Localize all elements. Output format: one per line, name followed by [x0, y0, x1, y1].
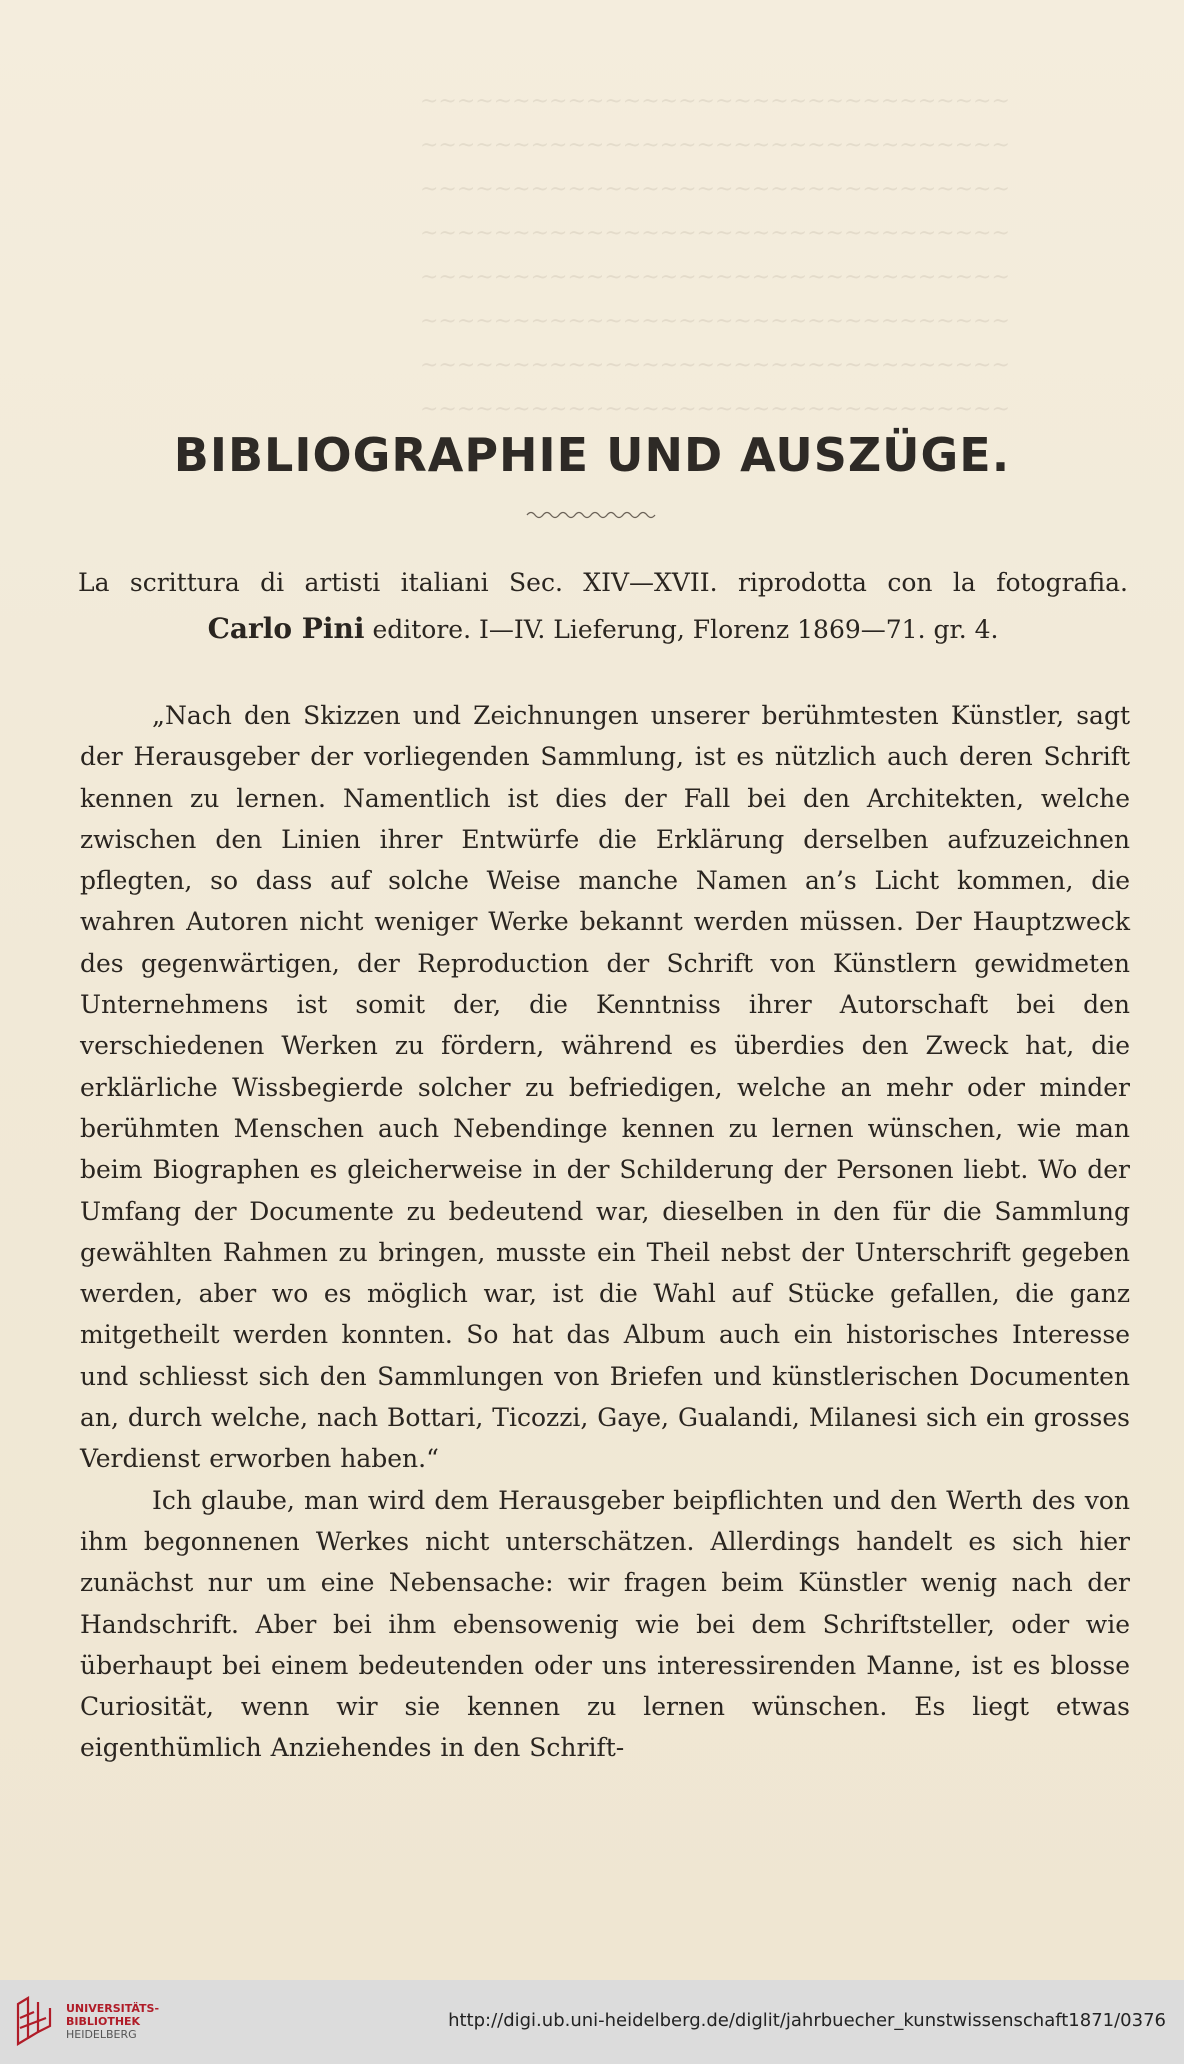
- library-name-line-1: UNIVERSITÄTS-: [66, 2002, 160, 2015]
- section-heading: BIBLIOGRAPHIE UND AUSZÜGE.: [173, 428, 1011, 482]
- footer-bar: [0, 1980, 1184, 2064]
- ornament-divider: [525, 508, 660, 522]
- book-citation: [78, 560, 1128, 653]
- bleed-through-text: ~~~~~~~~~~~~~~~~~~~~~~~~~~~~~~~~ ~~~~~~~~~~~~~~~~~~~~~~~~~~~~~~~~ ~~~~~~~~~~~~~~~~~~~~~~~~~~~~~~~~ ~~~~~~~~~~~~~~~~~~~~~~~~~~~~~~~~ ~~~~~~~~~~~~~~~~~~~~~~~~~~~~~~~~ ~~~~~~~~~~~~~~~~~~~~~~~~~~~~~~~~ ~~~~~~~~~~~~~~~~~~~~~~~~~~~~~~~~ ~~~~~~~~~~~~~~~~~~~~~~~~~~~~~~~~: [420, 89, 1010, 422]
- library-name: [66, 2002, 159, 2041]
- source-url-link[interactable]: http://digi.ub.uni-heidelberg.de/diglit/jahrbuecher_kunstwissenschaft1871/0376: [448, 2010, 1166, 2031]
- article-body: [80, 695, 1130, 1769]
- paragraph-commentary: Ich glaube, man wird dem Herausgeber beipflichten und den Werth des von ihm begonnenen Werkes nicht unterschätzen. Allerdings handelt es sich hier zunächst nur um eine Nebensache: wir fragen beim Künstler wenig nach der Handschrift. Aber bei ihm ebensowenig wie bei dem Schriftsteller, oder wie überhaupt bei einem bedeutenden oder uns interessirenden Manne, ist es blosse Curiosität, wenn wir sie kennen zu lernen wünschen. Es liegt etwas eigenthümlich Anziehendes in den Schrift-: [80, 1485, 1130, 1763]
- citation-line-2: [207, 612, 999, 645]
- library-name-line-3: HEIDELBERG: [66, 2028, 137, 2041]
- library-name-line-2: BIBLIOTHEK: [66, 2015, 141, 2028]
- citation-line-1: La scrittura di artisti italiani Sec. XIV—XVII. riprodotta con la fotografia.: [78, 568, 1128, 597]
- citation-details: editore. I—IV. Lieferung, Florenz 1869—71. gr. 4.: [364, 615, 999, 644]
- library-logo-icon: [12, 1994, 58, 2050]
- author-name: Carlo Pini: [207, 612, 365, 645]
- paragraph-quote: „Nach den Skizzen und Zeichnungen unserer berühmtesten Künstler, sagt der Herausgeber der vorliegenden Sammlung, ist es nützlich auch deren Schrift kennen zu lernen. Namentlich ist dies der Fall bei den Architekten, welche zwischen den Linien ihrer Entwürfe die Erklärung derselben aufzuzeichnen pflegten, so dass auf solche Weise manche Namen an’s Licht kommen, die wahren Autoren nicht weniger Werke bekannt werden müssen. Der Hauptzweck des gegenwärtigen, der Reproduction der Schrift von Künstlern gewidmeten Unternehmens ist somit der, die Kenntniss ihrer Autorschaft bei den verschiedenen Werken zu fördern, während es überdies den Zweck hat, die erklärliche Wissbegierde solcher zu befriedigen, welche an mehr oder minder berühmten Menschen auch Nebendinge kennen zu lernen wünschen, wie man beim Biographen es gleicherweise in der Schilderung der Personen liebt. Wo der Umfang der Documente zu bedeutend war, dieselben in den für die Sammlung gewählten Rahmen zu bringen, musste ein Theil nebst der Unterschrift gegeben werden, aber wo es möglich war, ist die Wahl auf Stücke gefallen, die ganz mitgetheilt werden konnten. So hat das Album auch ein historisches Interesse und schliesst sich den Sammlungen von Briefen und künstlerischen Documenten an, durch welche, nach Bottari, Ticozzi, Gaye, Gualandi, Milanesi sich ein grosses Verdienst erworben haben.“: [80, 701, 1130, 1474]
